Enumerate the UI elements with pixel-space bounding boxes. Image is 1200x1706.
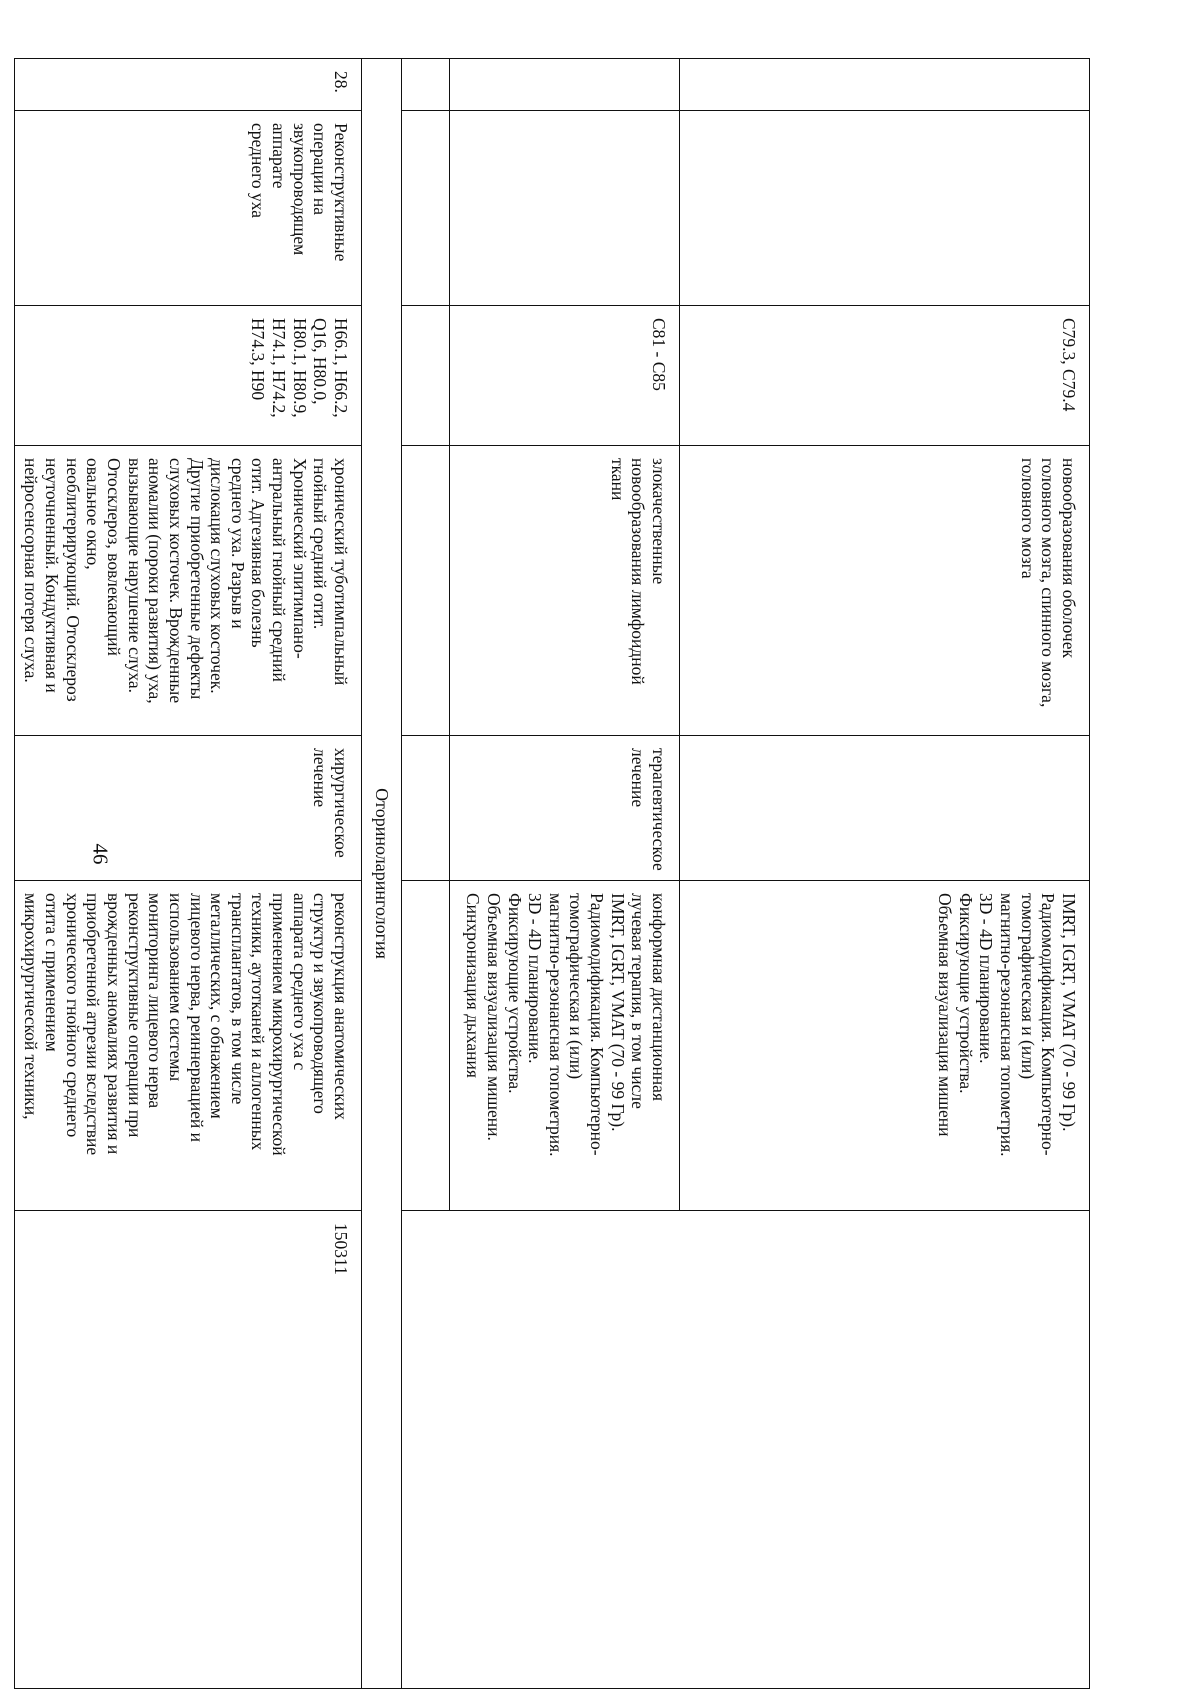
- number-cell: [14, 59, 361, 111]
- method-cell: [14, 881, 361, 1211]
- treatment-text: терапевтическое лечение: [628, 748, 669, 871]
- diagnosis-text: злокачественные новообразования лимфоидной ткани: [607, 458, 669, 685]
- method-cell: [680, 881, 1090, 1211]
- diagnosis-cell: [14, 446, 361, 736]
- treatment-cell: [450, 736, 680, 881]
- care-types-table: [14, 58, 1090, 1689]
- method-cell: [450, 881, 680, 1211]
- treatment-cell: [680, 736, 1090, 881]
- treatment-cell: [14, 736, 361, 881]
- row-number: 28.: [331, 71, 351, 93]
- care-name-cell: [14, 111, 361, 306]
- number-cell: [402, 59, 450, 111]
- diagnosis-cell: [680, 446, 1090, 736]
- codes-text: H66.1, H66.2, Q16, H80.0, H80.1, H80.9, H74.1, H74.2, H74.3, H90: [248, 318, 351, 418]
- diagnosis-cell: [450, 446, 680, 736]
- page-number: 46: [88, 843, 113, 865]
- codes-text: C79.3, C79.4: [1059, 318, 1079, 412]
- codes-text: C81 - C85: [649, 318, 669, 391]
- codes-cell: [14, 306, 361, 446]
- method-text: конформная дистанционная лучевая терапия, в том числе IMRT, IGRT, VMAT (70 - 99 Гр). Радиомодификация. Компьютерно- томографическая и (или) магнитно-резонансная топометрия. 3D - 4D планирование. Фиксирующие устройства. Объемная визуализация мишени. Синхронизация дыхания: [463, 893, 669, 1157]
- number-cell: [680, 59, 1090, 111]
- number-cell: [450, 59, 680, 111]
- care-name-cell: [450, 111, 680, 306]
- diagnosis-cell: [402, 446, 450, 736]
- codes-cell: [680, 306, 1090, 446]
- treatment-cell: [402, 736, 450, 881]
- care-name-text: Реконструктивные операции на звукопроводящем аппарате среднего уха: [248, 123, 351, 262]
- care-name-cell: [680, 111, 1090, 306]
- care-name-cell: [402, 111, 450, 306]
- section-title: Оториноларингология: [362, 59, 402, 1689]
- cost-cell: [14, 1211, 361, 1689]
- section-row: [362, 59, 402, 1689]
- cost-cell: [402, 1211, 1090, 1689]
- method-text: реконструкция анатомических структур и звукопроводящего аппарата среднего уха с применением микрохирургической техники, аутотканей и аллогенных трансплантатов, в том числе металлических, с обнажением лицевого нерва, реиннервацией и использованием системы мониторинга лицевого нерва реконструктивные операции при врожденных аномалиях развития и приобретенной атрезии вследствие хронического гнойного среднего отита с применением микрохирургической техники,: [21, 893, 351, 1156]
- treatment-text: хирургическое лечение: [310, 748, 351, 858]
- codes-cell: [450, 306, 680, 446]
- diagnosis-text: хронический туботимпальный гнойный средний отит. Хронический эпитимпано- антральный гнойный средний отит. Адгезивная болезнь среднего уха. Разрыв и дислокация слуховых косточек. Другие приобретенные дефекты слуховых косточек. Врожденные аномалии (пороки развития) уха, вызывающие нарушение слуха. Отосклероз, вовлекающий овальное окно, необлитерирующий. Отосклероз неуточненный. Кондуктивная и нейросенсорная потеря слуха.: [21, 458, 351, 704]
- codes-cell: [402, 306, 450, 446]
- cost-text: 150311: [331, 1223, 351, 1275]
- diagnosis-text: новообразования оболочек головного мозга, спинного мозга, головного мозга: [1017, 458, 1079, 708]
- table-row: [14, 59, 361, 1689]
- method-cell: [402, 881, 450, 1211]
- method-text: IMRT, IGRT, VMAT (70 - 99 Гр). Радиомодификация. Компьютерно- томографическая и (или) магнитно-резонансная топометрия. 3D - 4D планирование. Фиксирующие устройства. Объемная визуализация мишени: [935, 893, 1079, 1157]
- table-row: [680, 59, 1090, 1689]
